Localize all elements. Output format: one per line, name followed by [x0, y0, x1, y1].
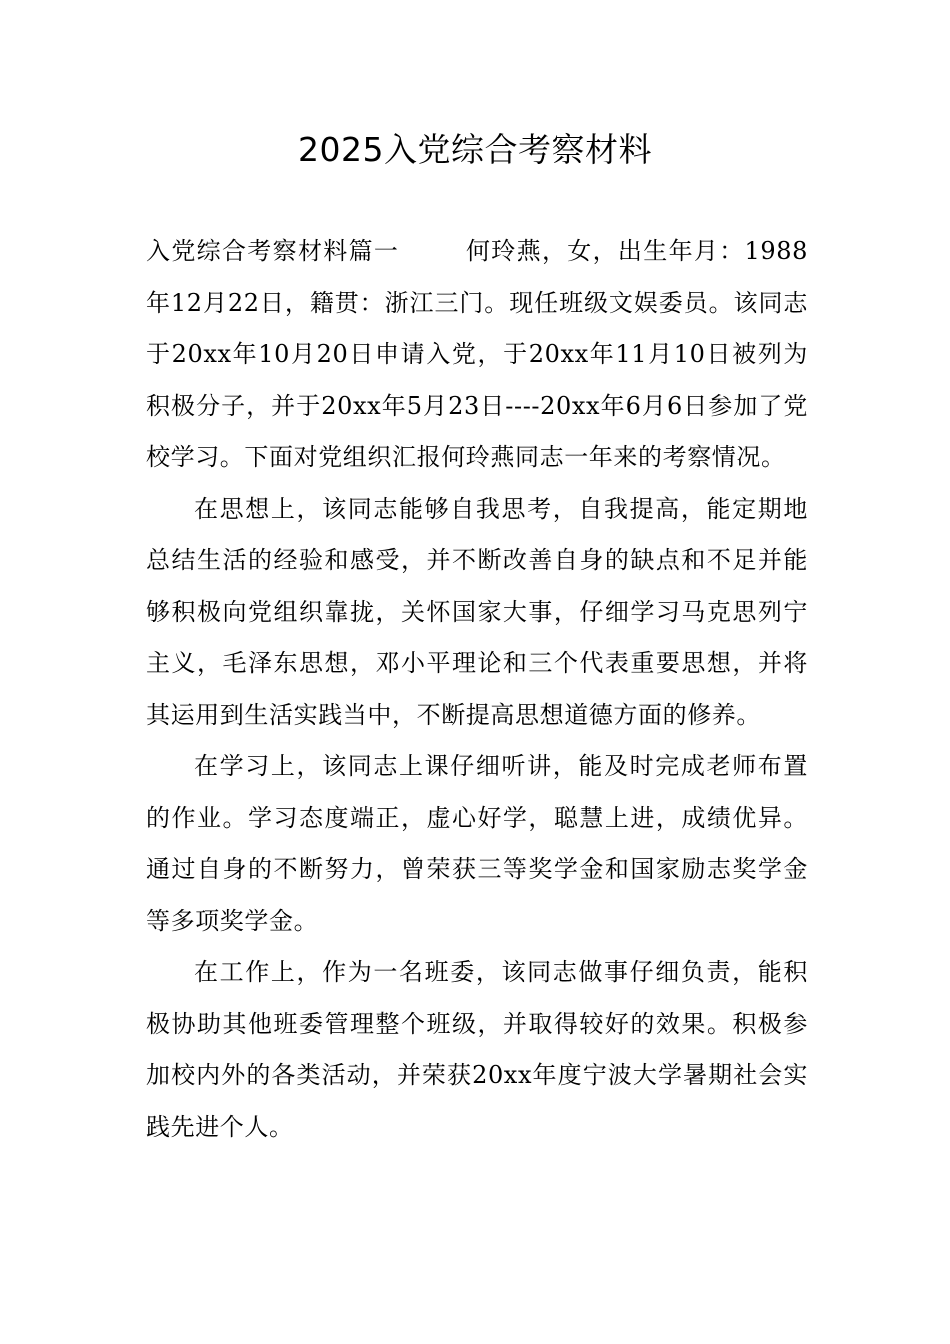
paragraph-work: 在工作上，作为一名班委，该同志做事仔细负责，能积极协助其他班委管理整个班级，并取得较好的效果。积极参加校内外的各类活动，并荣获20xx年度宁波大学暑期社会实践先进个人。 [146, 958, 808, 1141]
intro-paragraph [146, 226, 808, 484]
paragraph-1-text: 何玲燕，女，出生年月：1988年12月22日，籍贯：浙江三门。现任班级文娱委员。该同志于20xx年10月20日申请入党，于20xx年11月10日被列为积极分子，并于20xx年5月23日----20xx年6月6日参加了党校学习。下面对党组织汇报何玲燕同志一年来的考察情况。 [146, 237, 809, 471]
document-body [146, 226, 808, 1153]
document-title: 2025入党综合考察材料 [298, 130, 652, 169]
paragraph-study: 在学习上，该同志上课仔细听讲，能及时完成老师布置的作业。学习态度端正，虚心好学，聪慧上进，成绩优异。通过自身的不断努力，曾荣获三等奖学金和国家励志奖学金等多项奖学金。 [146, 752, 808, 935]
section-heading: 入党综合考察材料篇一 [146, 237, 400, 265]
paragraph-thought: 在思想上，该同志能够自我思考，自我提高，能定期地总结生活的经验和感受，并不断改善自身的缺点和不足并能够积极向党组织靠拢，关怀国家大事，仔细学习马克思列宁主义，毛泽东思想，邓小平理论和三个代表重要思想，并将其运用到生活实践当中，不断提高思想道德方面的修养。 [146, 494, 808, 729]
